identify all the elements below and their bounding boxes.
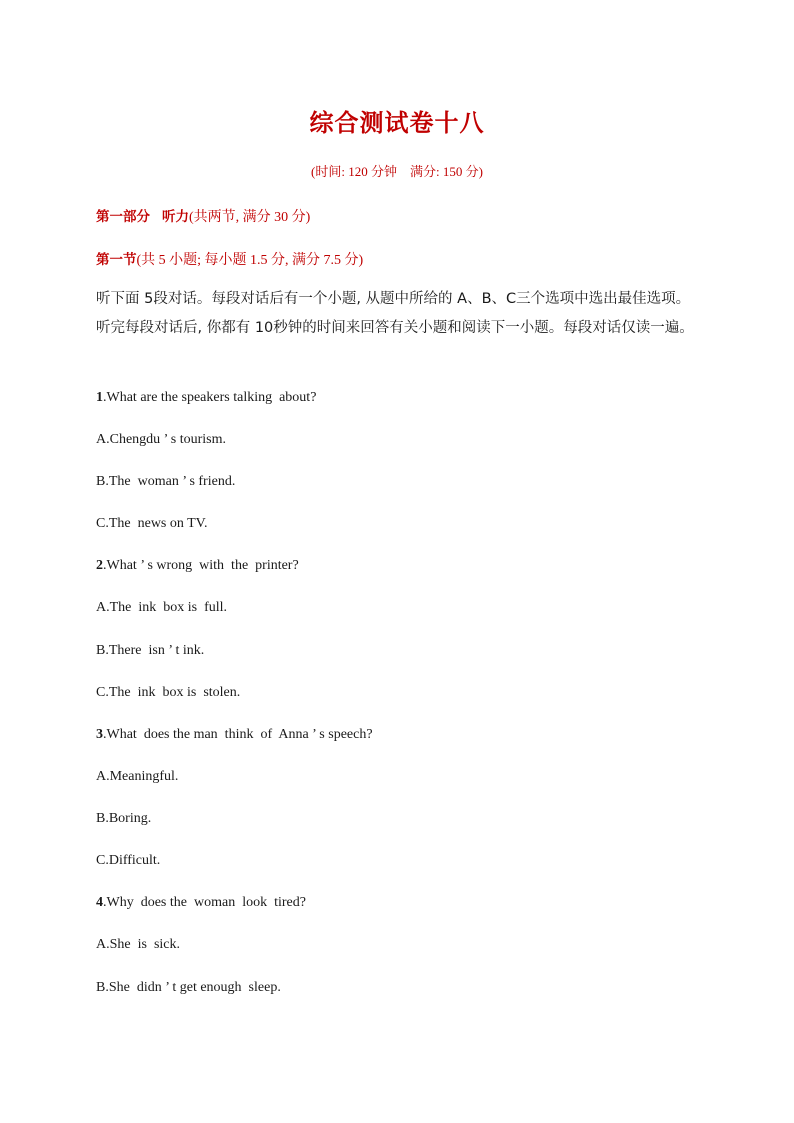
section-heading <box>96 248 363 269</box>
option-1c: C.The news on TV. <box>96 516 208 531</box>
option-4b: B.She didn ’ t get enough sleep. <box>96 980 281 995</box>
option-1b: B.The woman ’ s friend. <box>96 474 236 489</box>
option-1a: A.Chengdu ’ s tourism. <box>96 432 227 447</box>
section-label: 第一节 <box>96 252 137 268</box>
option-3c: C.Difficult. <box>96 853 161 868</box>
question-number: 4 <box>96 895 103 910</box>
option-3b: B.Boring. <box>96 811 152 826</box>
option-4a: A.She is sick. <box>96 937 180 952</box>
question-number: 3 <box>96 727 103 742</box>
question-number: 1 <box>96 390 103 405</box>
question-number: 2 <box>96 558 103 573</box>
question-2 <box>96 558 299 574</box>
question-text: .What are the speakers talking about? <box>103 390 317 405</box>
exam-title: 综合测试卷十八 <box>309 109 485 137</box>
question-3 <box>96 727 373 743</box>
question-1 <box>96 390 316 406</box>
part-label: 第一部分 <box>96 209 150 225</box>
question-4 <box>96 895 306 911</box>
part-name: 听力 <box>162 209 189 225</box>
option-2b: B.There isn ’ t ink. <box>96 643 205 658</box>
question-text: .What does the man think of Anna ’ s speech? <box>103 727 373 742</box>
option-2c: C.The ink box is stolen. <box>96 685 241 700</box>
question-text: .What ’ s wrong with the printer? <box>103 558 299 573</box>
option-2a: A.The ink box is full. <box>96 600 228 615</box>
part-heading <box>96 205 310 226</box>
question-text: .Why does the woman look tired? <box>103 895 306 910</box>
section-note: (共 5 小题; 每小题 1.5 分, 满分 7.5 分) <box>136 253 364 268</box>
exam-time-score: (时间: 120 分钟 满分: 150 分) <box>311 164 483 179</box>
listening-instructions: 听下面 5段对话。每段对话后有一个小题, 从题中所给的 A、B、C三个选项中选出最佳选项。听完每段对话后, 你都有 10秒钟的时间来回答有关小题和阅读下一小题。每段对话仅读一遍。 <box>96 291 694 336</box>
option-3a: A.Meaningful. <box>96 769 179 784</box>
part-note: (共两节, 满分 30 分) <box>189 210 311 225</box>
